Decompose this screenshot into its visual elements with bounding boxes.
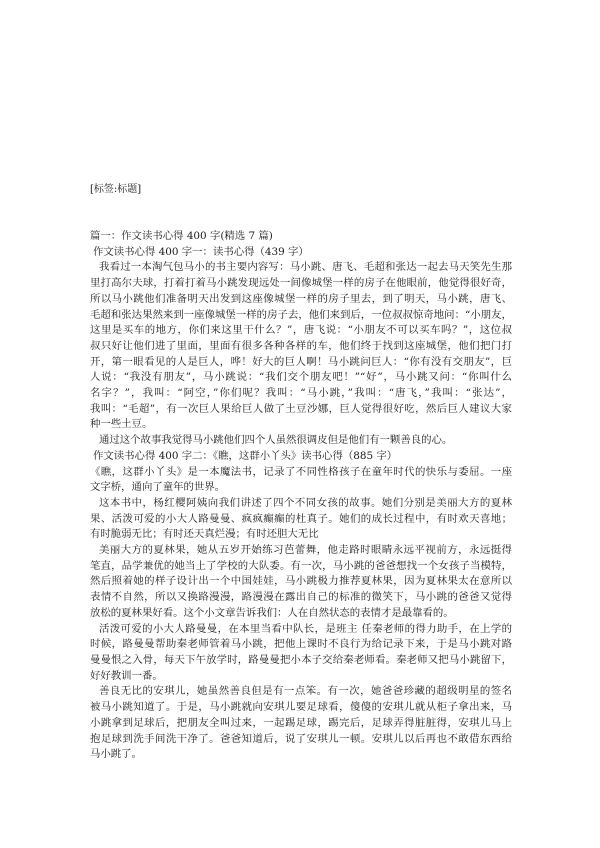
subsection-heading: 作文读书心得 400 字二：《瞧，这群小丫头》读书心得（885 字）	[93, 449, 398, 462]
text-line: 这本书中，杨红樱阿姨向我们讲述了四个不同女孩的故事。她们分别是美丽大方的夏林	[99, 496, 512, 509]
text-line: 放松的夏林果好看。这个小文章告诉我们：人在自然状态的表情才是最靠看的。	[90, 606, 454, 619]
text-line: 这里是买车的地方，你们来这里干什么？”，唐飞说：“小朋友不可以买车吗？”，这位叔	[90, 324, 512, 337]
text-line: 好好教训一番。	[90, 669, 163, 682]
text-line: 毛超和张达果然来到一座像城堡一样的房子去，他们来到后，一位叔叔惊奇地问：“小朋友，	[90, 308, 512, 321]
subsection-heading: 作文读书心得 400 字一：读书心得（439 字）	[93, 245, 309, 258]
text-line: 有时脆弱无比；有时还天真烂漫；有时还胆大无比	[90, 528, 319, 541]
text-line: 被马小跳知道了。于是，马小跳就向安琪儿要足球看，傻傻的安琪儿就从柜子拿出来，马	[90, 701, 512, 714]
text-line: 果、活泼可爱的小大人路曼曼、疯疯癫癫的杜真子。她们的成长过程中，有时欢天喜地；	[90, 512, 512, 525]
text-line: 善良无比的安琪儿，她虽然善良但是有一点笨。有一次，她爸爸珍藏的超级明星的签名	[99, 685, 512, 698]
text-line: 我看过一本淘气包马小的书主要内容写：马小跳、唐飞、毛超和张达一起去马天笑先生那	[99, 261, 512, 274]
text-line: 笔直，品学兼优的她当上了学校的大队委。有一次，马小跳的爸爸想找一个女孩子当模特，	[90, 559, 512, 572]
text-line: 马小跳了。	[90, 748, 142, 761]
text-line: 里打高尔夫球，打着打着马小跳发现远处一间像城堡一样的房子在他眼前，他觉得很好奇，	[90, 277, 512, 290]
text-line: 《瞧，这群小丫头》是一本魔法书，记录了不同性格孩子在童年时代的快乐与委屈。一座	[90, 465, 512, 478]
text-line: 通过这个故事我觉得马小跳他们四个人虽然很调皮但是他们有一颗善良的心。	[99, 434, 453, 447]
text-line: 我叫：“毛超”，有一次巨人果给巨人做了土豆沙娜，巨人觉得很好吃，然后巨人建议大家	[90, 402, 512, 415]
section-heading: 篇一：作文读书心得 400 字(精选 7 篇)	[90, 230, 273, 242]
text-line: 时候，路曼曼帮助秦老师管着马小跳，把他上课时不良行为给记录下来，于是马小跳对路	[90, 638, 512, 651]
text-line: 曼曼恨之入骨，每天下午放学时，路曼曼把小本子交给秦老师看。秦老师又把马小跳留下，	[90, 653, 512, 666]
text-line: 叔只好让他们进了里面，里面有很多各种各样的车，他们终于找到这座城堡，他们把门打	[90, 339, 512, 352]
text-line: 开，第一眼看见的人是巨人，哗！好大的巨人啊！马小跳问巨人：“你有没有交朋友”，巨	[90, 355, 512, 368]
text-line: 所以马小跳他们准备明天出发到这座像城堡一样的房子里去，到了明天，马小跳，唐飞、	[90, 292, 512, 305]
text-line: 名字？”，我叫：“阿空，”你们呢？我叫：“马小跳，”我叫：“唐飞，”我叫：“张达”，	[90, 387, 512, 400]
text-line: 活泼可爱的小大人路曼曼，在本里当看中队长，是班主 任秦老师的得力助手，在上学的	[99, 622, 512, 635]
text-line: 然后照着她的样子设计出一个中国娃娃，马小跳极力推荐夏林果，因为夏林果太在意所以	[90, 575, 512, 588]
text-line: 人说：“我没有朋友”，马小跳说：“我们交个朋友吧！”“好”，马小跳又问：“你叫什么	[90, 371, 512, 384]
text-line: 抱足球到洗手间洗干净了。爸爸知道后，说了安琪儿一顿。安琪儿以后再也不敢借东西给	[90, 732, 512, 745]
text-line: 美丽大方的夏林果，她从五岁开始练习芭蕾舞，他走路时眼睛永远平视前方，永远挺得	[99, 544, 512, 557]
text-line: 表情不自然，所以又换路漫漫，路漫漫在露出自己的标准的微笑下，马小跳的爸爸又觉得	[90, 591, 512, 604]
article-body	[90, 229, 512, 763]
title-tag: [标签:标题]	[90, 184, 142, 195]
text-line: 种一些土豆。	[90, 418, 153, 431]
text-line: 文字桥，通向了童年的世界。	[90, 481, 226, 494]
text-line: 小跳拿到足球后，把朋友全叫过来，一起踢足球，踢完后，足球弄得脏脏得，安琪儿马上	[90, 716, 512, 729]
